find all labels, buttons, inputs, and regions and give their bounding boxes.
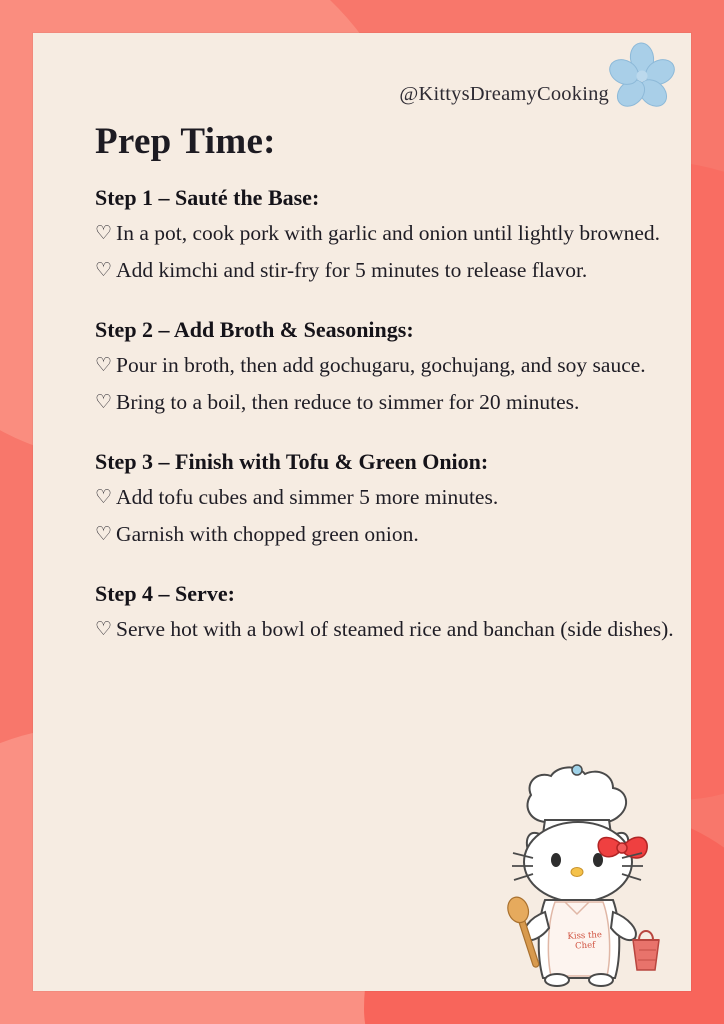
list-item: [95, 577, 691, 648]
list-item: [95, 313, 691, 421]
heart-outline-icon: ♡: [95, 354, 113, 376]
steps-list: [95, 181, 691, 648]
step-line-text: In a pot, cook pork with garlic and onion until lightly browned.: [116, 221, 661, 245]
hello-kitty-chef-illustration: [493, 762, 683, 987]
step-line: [95, 347, 691, 384]
step-line-text: Bring to a boil, then reduce to simmer for 20 minutes.: [116, 390, 580, 414]
step-line: [95, 479, 691, 516]
recipe-card: [33, 33, 691, 991]
step-line: [95, 384, 691, 421]
account-watermark: @KittysDreamyCooking: [399, 83, 609, 105]
step-line: [95, 215, 691, 252]
step-line: [95, 611, 691, 648]
step-line-text: Serve hot with a bowl of steamed rice and banchan (side dishes).: [116, 617, 674, 641]
heart-outline-icon: ♡: [95, 391, 113, 413]
step-heading: Step 4 – Serve:: [95, 581, 235, 606]
heart-outline-icon: ♡: [95, 259, 113, 281]
list-item: [95, 445, 691, 553]
list-item: [95, 181, 691, 289]
step-line-text: Pour in broth, then add gochugaru, gochujang, and soy sauce.: [116, 353, 646, 377]
heart-outline-icon: ♡: [95, 618, 113, 640]
heart-outline-icon: ♡: [95, 222, 113, 244]
apron-label-line-2: Chef: [574, 940, 596, 952]
apron-label: [549, 929, 622, 953]
step-heading: Step 1 – Sauté the Base:: [95, 185, 320, 210]
step-line-text: Garnish with chopped green onion.: [116, 522, 419, 546]
page-title: Prep Time:: [95, 121, 276, 162]
card-header: [95, 83, 633, 163]
heart-outline-icon: ♡: [95, 523, 113, 545]
step-heading: Step 2 – Add Broth & Seasonings:: [95, 317, 414, 342]
step-line: [95, 252, 691, 289]
heart-outline-icon: ♡: [95, 486, 113, 508]
apron-label-line-1: Kiss the: [567, 930, 603, 942]
step-heading: Step 3 – Finish with Tofu & Green Onion:: [95, 449, 489, 474]
step-line-text: Add kimchi and stir-fry for 5 minutes to release flavor.: [116, 258, 588, 282]
step-line-text: Add tofu cubes and simmer 5 more minutes.: [116, 485, 499, 509]
step-line: [95, 516, 691, 553]
